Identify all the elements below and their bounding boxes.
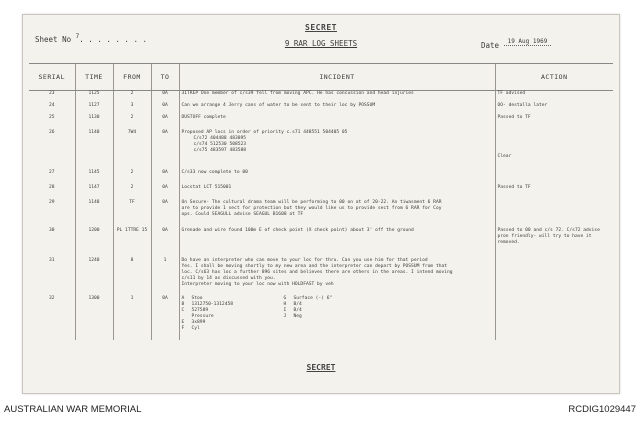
table-row [29, 296, 613, 340]
sheet-number: Sheet No $^7$. . . . . . . . [35, 33, 147, 44]
action-line: Passed to TF [497, 184, 531, 190]
serial-cell: 24 [48, 102, 55, 108]
time-cell: 1127 [75, 103, 113, 115]
from-cell: TF [113, 200, 151, 228]
classification-bottom: SECRET [306, 363, 336, 372]
gridref-cell: B/4 [293, 307, 302, 313]
gridref-cell: 1312750-1312458 [191, 301, 233, 307]
gridref-cell: Surface (-) 6" [293, 295, 333, 301]
action-cell [495, 228, 613, 258]
incident-cell [179, 200, 495, 228]
serial-cell: 23 [48, 91, 55, 96]
incident-cell [179, 170, 495, 185]
serial-cell: 28 [48, 184, 55, 190]
serial-cell: 27 [48, 169, 55, 175]
gridref-cell: Neg [293, 313, 302, 319]
gridref-cell: E [181, 319, 185, 325]
to-cell: 1 [151, 258, 179, 296]
incident-line: Can we arrange 4 Jerry cans of water to be sent to their loc by POSSUM [181, 102, 376, 108]
incident-cell [179, 130, 495, 170]
action-line [498, 170, 612, 176]
gridref-cell [284, 326, 294, 332]
table-row [29, 91, 613, 103]
gridref-cell: Pressure [191, 313, 214, 319]
time-cell: 1148 [75, 200, 113, 228]
incident-line: c/s74 512530 508523 [193, 141, 247, 147]
from-cell: 3 [113, 103, 151, 115]
to-cell: 0A [151, 91, 179, 103]
to-cell: 0A [151, 185, 179, 200]
incident-line: Proposed AP locs in order of priority c.s71 448551 504405 05 [181, 129, 348, 135]
incident-line: C/s72 404488 483895 [193, 135, 247, 141]
col-serial: SERIAL [29, 64, 75, 91]
institution-name: AUSTRALIAN WAR MEMORIAL [4, 404, 142, 415]
classification-top: SECRET [305, 23, 337, 32]
incident-line: c/s75 483597 483588 [193, 147, 247, 153]
gridref-cell: G [283, 295, 287, 301]
serial-cell: 26 [48, 129, 55, 135]
action-line: OO- destalla later [497, 102, 548, 108]
gridref-cell: Cyl [191, 325, 200, 331]
action-cell [495, 170, 613, 185]
col-action: ACTION [495, 64, 613, 91]
to-cell: 0A [151, 103, 179, 115]
to-cell: 0A [151, 115, 179, 130]
time-cell: 1125 [75, 91, 113, 103]
action-cell [495, 296, 613, 340]
to-cell: 0A [151, 296, 179, 340]
log-title: 9 RAR LOG SHEETS [284, 39, 358, 48]
table-row [29, 103, 613, 115]
to-cell: 0A [151, 170, 179, 185]
from-cell: 8 [113, 258, 151, 296]
incident-cell [179, 185, 495, 200]
incident-line: DUSTOFF complete [181, 114, 226, 120]
table-row [29, 258, 613, 296]
from-cell: 2 [113, 185, 151, 200]
log-table [29, 63, 613, 340]
gridref-cell [294, 326, 354, 332]
log-sheet [22, 14, 620, 394]
incident-cell [179, 91, 495, 103]
col-time: TIME [75, 64, 113, 91]
incident-line: are to provide 1 sect for protection but they would like us to provide sect from 6 RAR for Coy [181, 205, 442, 211]
action-line: Clear [497, 153, 512, 159]
action-line: Passed to 00 and c/s 72. C/s72 advise [497, 227, 600, 233]
from-cell: 2 [113, 170, 151, 185]
table-row [29, 185, 613, 200]
col-to: TO [151, 64, 179, 91]
incident-line: C/s33 now complete to 00 [181, 169, 248, 175]
log-date [481, 38, 551, 50]
incident-line: On Secure- The cultural drama team will be performing to 00 on at of 20-22. An tiwasment 6 RAR [181, 199, 442, 205]
action-line: Passed to TF [497, 114, 531, 120]
time-cell: 1140 [75, 130, 113, 170]
time-cell: 1147 [75, 185, 113, 200]
time-cell: 1240 [75, 258, 113, 296]
table-row [29, 115, 613, 130]
gridref-cell: B [181, 301, 185, 307]
action-cell [495, 91, 613, 103]
action-cell [495, 115, 613, 130]
incident-line: Locstat LCT 515001 [181, 184, 232, 190]
incident-cell [179, 296, 495, 340]
serial-cell: 29 [48, 199, 55, 205]
action-cell [495, 130, 613, 170]
action-line: pron friendly- will try to have it [497, 233, 592, 239]
action-cell [495, 103, 613, 115]
incident-line: Yes. I shall be moving shortly to my new area and the interpreter can depart by POSSUM from that [181, 263, 448, 269]
col-incident: INCIDENT [179, 64, 495, 91]
incident-line: Interpreter moving to your loc now with HOLDFAST by veh [181, 281, 334, 287]
gridref-cell: C [181, 307, 185, 313]
serial-cell: 32 [48, 295, 55, 301]
col-from: FROM [113, 64, 151, 91]
gridref-block [182, 296, 493, 332]
time-cell: 1145 [75, 170, 113, 185]
incident-line: Grenade and wire found 100m E of check point (X check point) about 3' off the ground [181, 227, 414, 233]
gridref-cell: J [283, 313, 287, 319]
action-line: TF advised [497, 91, 526, 96]
action-cell [495, 185, 613, 200]
time-cell: 1200 [75, 228, 113, 258]
incident-cell [179, 115, 495, 130]
serial-cell: 25 [48, 114, 55, 120]
gridref-cell: B/4 [293, 301, 302, 307]
incident-cell [179, 103, 495, 115]
from-cell: 2 [113, 91, 151, 103]
gridref-cell: I [283, 307, 287, 313]
sheet-number-value: 7 [75, 33, 80, 40]
action-cell [495, 258, 613, 296]
incident-line: c/s11 by 14 as discussed with you. [181, 275, 276, 281]
action-line [498, 296, 612, 302]
incident-line: 3ITREP One member of c/s39 fell from moving APC. He has concussion and head injuries [181, 91, 414, 96]
from-cell: 7W4 [113, 130, 151, 170]
gridref-cell: 3x899 [191, 319, 206, 325]
incident-line: ops. Could SEAGULL advise SEAGUL B1608 at TF [181, 211, 304, 217]
incident-cell [179, 228, 495, 258]
reference-id: RCDIG1029447 [568, 404, 636, 415]
incident-line: loc. C/s63 has loc a further 896 sites and believes there are others in the areas. I intend moving [181, 269, 453, 275]
action-line [498, 258, 612, 264]
action-cell [495, 200, 613, 228]
table-row [29, 200, 613, 228]
date-label: Date [481, 41, 500, 50]
action-line: removed. [497, 239, 520, 245]
to-cell: 0A [151, 200, 179, 228]
gridref-cell [262, 326, 284, 332]
gridref-cell: Stoo [191, 295, 203, 301]
to-cell: 0A [151, 130, 179, 170]
incident-cell [179, 258, 495, 296]
log-body [29, 91, 613, 340]
gridref-cell: F [181, 325, 185, 331]
time-cell: 1130 [75, 115, 113, 130]
from-cell: 1 [113, 296, 151, 340]
date-value: 19 Aug 1969 [504, 38, 552, 46]
table-row [29, 130, 613, 170]
to-cell: 0A [151, 228, 179, 258]
incident-line: Do have an interpreter who can move to your loc for thru. Can you use him for that period [181, 257, 428, 263]
table-row [29, 228, 613, 258]
action-line [498, 200, 612, 206]
from-cell: PL 1TTRE 15 [113, 228, 151, 258]
gridref-cell: H [283, 301, 287, 307]
sheet-number-label: Sheet No [35, 35, 72, 44]
from-cell: 2 [113, 115, 151, 130]
serial-cell: 30 [48, 227, 55, 233]
gridref-cell: 527589 [191, 307, 209, 313]
gridref-cell: A [181, 295, 185, 301]
time-cell: 1300 [75, 296, 113, 340]
table-header-row [29, 64, 613, 91]
table-row [29, 170, 613, 185]
serial-cell: 31 [48, 257, 55, 263]
